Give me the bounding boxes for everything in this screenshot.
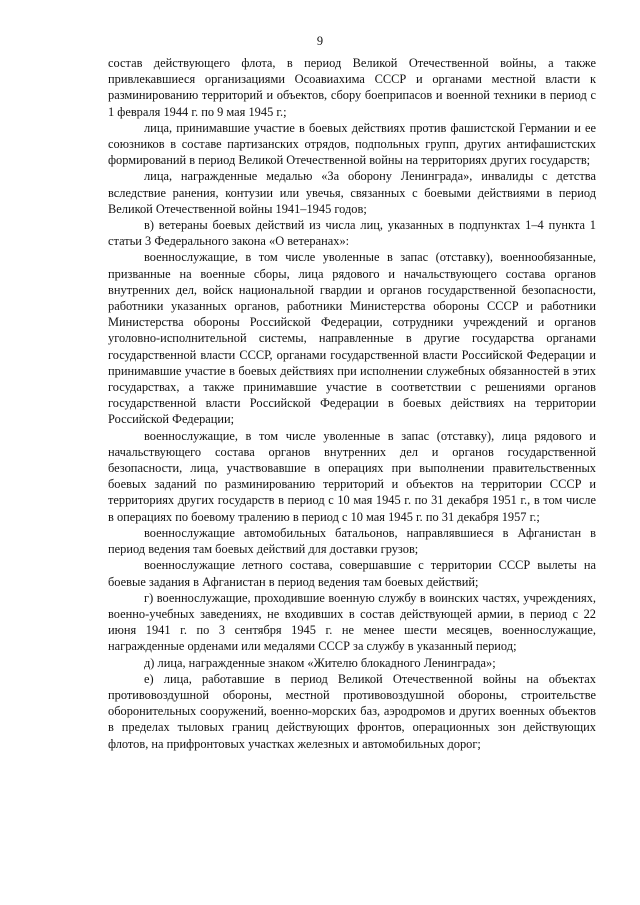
paragraph: лица, награжденные медалью «За оборону Ленинграда», инвалиды с детства вследствие ранения, контузии или увечья, связанных с боевыми действиями в период Великой Отечественной войны 1941–1945 годов; [108, 169, 596, 216]
paragraph: военнослужащие летного состава, совершавшие с территории СССР вылеты на боевые задания в Афганистан в период ведения там боевых действий; [108, 558, 596, 589]
document-body [108, 55, 596, 752]
paragraph: в) ветераны боевых действий из числа лиц, указанных в подпунктах 1–4 пункта 1 статьи 3 Федерального закона «О ветеранах»: [108, 218, 596, 249]
paragraph: военнослужащие автомобильных батальонов, направлявшиеся в Афганистан в период ведения там боевых действий для доставки грузов; [108, 525, 596, 557]
paragraph: е) лица, работавшие в период Великой Отечественной войны на объектах противовоздушной обороны, местной противовоздушной обороны, строительстве оборонительных сооружений, военно-морских баз, аэродромов и других военных объектов в пределах тыловых границ действующих фронтов, операционных зон действующих флотов, на прифронтовых участках железных и автомобильных дорог; [108, 671, 596, 751]
paragraph: состав действующего флота, в период Великой Отечественной войны, а также привлекавшиеся организациями Осоавиахима СССР и органами местной власти к разминированию территорий и объектов, сбору боеприпасов и военной техники в период с 1 февраля 1944 г. по 9 мая 1945 г.; [108, 56, 596, 119]
paragraph: лица, принимавшие участие в боевых действиях против фашистской Германии и ее союзников в составе партизанских отрядов, подпольных групп, других антифашистских формирований в период Великой Отечественной войны на территориях других государств; [108, 120, 596, 168]
paragraph: военнослужащие, в том числе уволенные в запас (отставку), лица рядового и начальствующего состава органов внутренних дел и органов государственной безопасности, лица, участвовавшие в операциях при выполнении правительственных боевых заданий по разминированию территорий и объектов на территории СССР и территориях других государств в период с 10 мая 1945 г. по 31 декабря 1951 г., в том числе в операциях по боевому тралению в период с 10 мая 1945 г. по 31 декабря 1957 г.; [108, 428, 596, 524]
paragraph: г) военнослужащие, проходившие военную службу в воинских частях, учреждениях, военно-учебных заведениях, не входивших в состав действующей армии, в период с 22 июня 1941 г. по 3 сентября 1945 г. не менее шести месяцев, военнослужащие, награжденные орденами или медалями СССР за службу в указанный период; [108, 590, 596, 654]
page-number: 9 [316, 34, 324, 48]
paragraph: д) лица, награжденные знаком «Жителю блокадного Ленинграда»; [144, 655, 496, 670]
paragraph: военнослужащие, в том числе уволенные в запас (отставку), военнообязанные, призванные на военные сборы, лица рядового и начальствующего состава органов внутренних дел, войск национальной гвардии и органов государственной безопасности, работники указанных органов, работники Министерства обороны СССР и работники Министерства обороны Российской Федерации, сотрудники учреждений и органов уголовно-исполнительной системы, направленные в другие государства органами государственной власти СССР, органами государственной власти Российской Федерации и принимавшие участие в боевых действиях при исполнении служебных обязанностей в этих государствах, а также принимавшие участие в соответствии с решениями органов государственной власти Российской Федерации в боевых действиях на территории Российской Федерации; [108, 250, 596, 427]
